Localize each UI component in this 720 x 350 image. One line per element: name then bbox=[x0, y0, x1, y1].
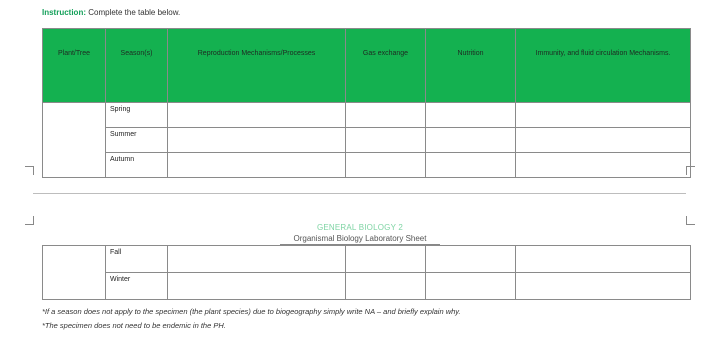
gas-exchange-cell[interactable] bbox=[346, 273, 426, 300]
page-corner-mark bbox=[25, 166, 34, 175]
nutrition-cell[interactable] bbox=[426, 273, 516, 300]
header-gas-exchange: Gas exchange bbox=[346, 29, 426, 103]
instruction-label: Instruction: bbox=[42, 8, 86, 17]
reproduction-cell[interactable] bbox=[168, 273, 346, 300]
header-plant-tree: Plant/Tree bbox=[43, 29, 106, 103]
note-biogeography: *If a season does not apply to the specimen (the plant species) due to biogeography simply write NA – and briefly explain why. bbox=[42, 307, 461, 316]
reproduction-cell[interactable] bbox=[168, 103, 346, 128]
header-immunity: Immunity, and fluid circulation Mechanisms. bbox=[516, 29, 691, 103]
footer-title: GENERAL BIOLOGY 2 bbox=[316, 223, 404, 232]
immunity-cell[interactable] bbox=[516, 273, 691, 300]
nutrition-cell[interactable] bbox=[426, 128, 516, 153]
specimen-table-page2 bbox=[42, 245, 691, 300]
header-seasons: Season(s) bbox=[106, 29, 168, 103]
table-header-row bbox=[43, 29, 691, 103]
table-row bbox=[43, 128, 691, 153]
table-row bbox=[43, 103, 691, 128]
header-reproduction: Reproduction Mechanisms/Processes bbox=[168, 29, 346, 103]
reproduction-cell[interactable] bbox=[168, 246, 346, 273]
gas-exchange-cell[interactable] bbox=[346, 153, 426, 178]
nutrition-cell[interactable] bbox=[426, 153, 516, 178]
specimen-table-page1 bbox=[42, 28, 691, 178]
reproduction-cell[interactable] bbox=[168, 128, 346, 153]
instruction-text: Complete the table below. bbox=[86, 8, 181, 17]
table-row bbox=[43, 273, 691, 300]
gas-exchange-cell[interactable] bbox=[346, 128, 426, 153]
immunity-cell[interactable] bbox=[516, 153, 691, 178]
season-cell-fall: Fall bbox=[106, 246, 168, 273]
plant-tree-cell[interactable] bbox=[43, 103, 106, 178]
header-nutrition: Nutrition bbox=[426, 29, 516, 103]
table-row bbox=[43, 153, 691, 178]
page-corner-mark bbox=[686, 166, 695, 175]
gas-exchange-cell[interactable] bbox=[346, 103, 426, 128]
immunity-cell[interactable] bbox=[516, 246, 691, 273]
season-cell-winter: Winter bbox=[106, 273, 168, 300]
footer-subtitle: Organismal Biology Laboratory Sheet bbox=[293, 234, 427, 243]
page-break-line bbox=[33, 193, 686, 194]
gas-exchange-cell[interactable] bbox=[346, 246, 426, 273]
season-cell-autumn: Autumn bbox=[106, 153, 168, 178]
table-row bbox=[43, 246, 691, 273]
instruction bbox=[42, 8, 180, 17]
season-cell-spring: Spring bbox=[106, 103, 168, 128]
season-cell-summer: Summer bbox=[106, 128, 168, 153]
nutrition-cell[interactable] bbox=[426, 246, 516, 273]
note-endemic: *The specimen does not need to be endemic in the PH. bbox=[42, 321, 226, 330]
reproduction-cell[interactable] bbox=[168, 153, 346, 178]
nutrition-cell[interactable] bbox=[426, 103, 516, 128]
immunity-cell[interactable] bbox=[516, 128, 691, 153]
immunity-cell[interactable] bbox=[516, 103, 691, 128]
plant-tree-cell[interactable] bbox=[43, 246, 106, 300]
